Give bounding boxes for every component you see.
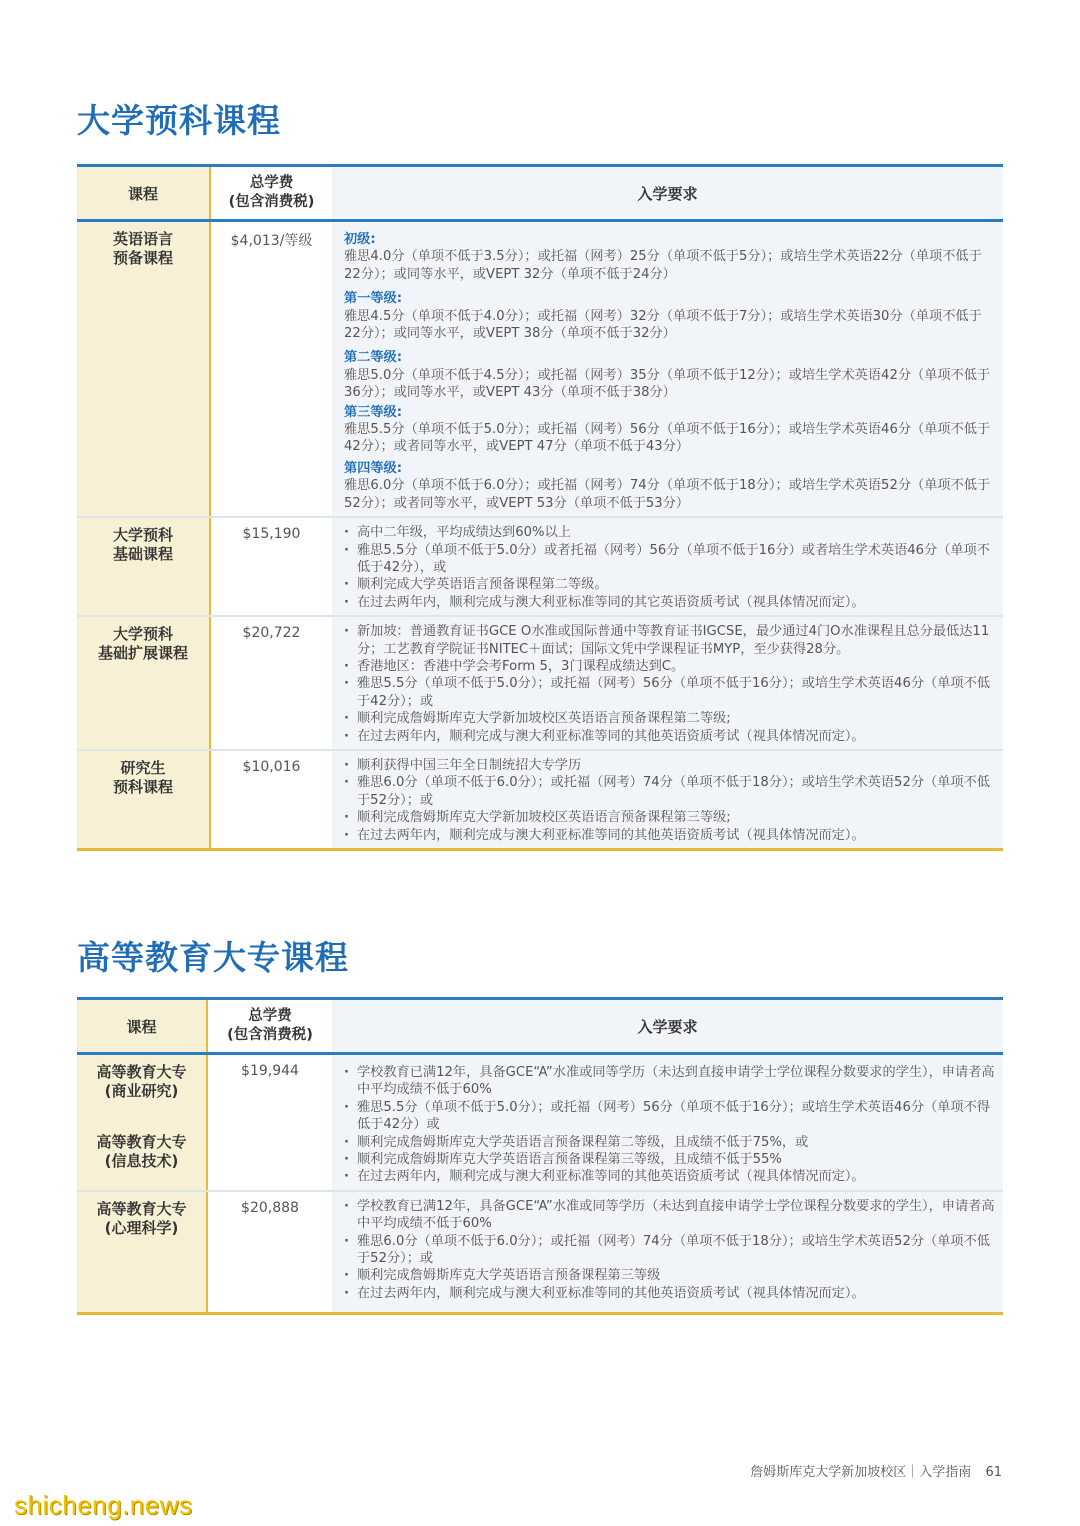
course-name <box>77 616 210 750</box>
course-name-line: 基础扩展课程 <box>97 644 188 663</box>
course-fee: $10,016 <box>210 750 332 850</box>
level-text: 雅思6.0分（单项不低于6.0分）；或托福（网考）74分（单项不低于18分）；或培生学术英语52分（单项不低于52分）；或者同等水平，或VEPT 53分（单项不低于53分） <box>344 478 991 511</box>
table-header-row <box>77 999 1003 1054</box>
course-name <box>77 221 210 518</box>
table-header-row <box>77 166 1003 221</box>
requirement-item: · 在过去两年内，顺利完成与澳大利亚标准等同的其他英语资质考试（视具体情况而定）。 <box>344 1285 997 1308</box>
requirement-item: · 雅思6.0分（单项不低于6.0分）；或托福（网考）74分（单项不低于18分）；或培生学术英语52分（单项不低于52分）；或 <box>344 774 997 809</box>
course-name-line: 高等教育大专 <box>96 1133 187 1151</box>
section-title-foundation: 大学预科课程 <box>77 101 281 140</box>
course-name-line: 英语语言 <box>112 230 173 248</box>
header-requirements: 入学要求 <box>332 166 1003 221</box>
table-row <box>77 616 1003 750</box>
requirement-item: · 顺利完成詹姆斯库克大学新加坡校区英语语言预备课程第二等级; <box>344 710 997 727</box>
course-name-line: 高等教育大专 <box>96 1063 187 1081</box>
course-name-line: (信息技术) <box>104 1152 179 1170</box>
requirements <box>332 750 1003 850</box>
course-name-line: 预备课程 <box>112 249 173 267</box>
table-row <box>77 1191 1003 1314</box>
header-fee-line1: 总学费 <box>249 175 294 191</box>
requirement-item: · 顺利完成大学英语语言预备课程第二等级。 <box>344 576 997 593</box>
level-label: 初级: <box>344 232 376 247</box>
requirements <box>332 1191 1003 1314</box>
requirements <box>332 517 1003 616</box>
course-name <box>77 1191 207 1314</box>
requirement-item: · 香港地区：香港中学会考Form 5，3门课程成绩达到C。 <box>344 658 997 675</box>
course-fee: $4,013/等级 <box>210 221 332 518</box>
header-fee-line2: (包含消费税) <box>228 194 315 210</box>
header-fee-line1: 总学费 <box>248 1008 292 1024</box>
requirements <box>332 221 1003 518</box>
level-text: 雅思5.5分（单项不低于5.0分）；或托福（网考）56分（单项不低于16分）；或培生学术英语46分（单项不低于42分）；或者同等水平，或VEPT 47分（单项不低于43分） <box>344 422 991 455</box>
course-fee: $20,722 <box>210 616 332 750</box>
level-label: 第二等级: <box>344 350 403 366</box>
requirements <box>332 1054 1003 1191</box>
requirement-item: · 高中二年级，平均成绩达到60%以上 <box>344 524 997 541</box>
footer-text: 詹姆斯库克大学新加坡校区｜入学指南 <box>750 1465 972 1480</box>
table-row <box>77 750 1003 850</box>
course-name-line: 大学预科 <box>112 526 173 545</box>
requirement-item: · 顺利获得中国三年全日制统招大专学历 <box>344 757 997 774</box>
section-title-diploma: 高等教育大专课程 <box>77 938 349 977</box>
course-name-line: 预科课程 <box>112 777 173 796</box>
requirement-item: · 顺利完成詹姆斯库克大学英语语言预备课程第三等级，且成绩不低于55% <box>344 1151 997 1168</box>
requirement-item: · 新加坡：普通教育证书GCE O水准或国际普通中等教育证书IGCSE，最少通过4门O水准课程且总分最低达11分；工艺教育学院证书NITEC＋面试；国际文凭中学课程证书MYP，至少获得28分。 <box>344 623 997 658</box>
course-name <box>77 517 210 616</box>
requirements <box>332 616 1003 750</box>
requirement-item: · 顺利完成詹姆斯库克大学新加坡校区英语语言预备课程第三等级; <box>344 809 997 826</box>
requirement-item: · 学校教育已满12年，具备GCE“A”水准或同等学历（未达到直接申请学士学位课程分数要求的学生），申请者高中平均成绩不低于60% <box>344 1198 997 1233</box>
header-fee-line2: (包含消费税) <box>227 1027 313 1043</box>
requirement-item: · 在过去两年内，顺利完成与澳大利亚标准等同的其他英语资质考试（视具体情况而定）。 <box>344 728 997 745</box>
level-text: 雅思4.5分（单项不低于4.0分）；或托福（网考）32分（单项不低于7分）；或培生学术英语30分（单项不低于22分）；或同等水平，或VEPT 38分（单项不低于32分） <box>344 308 982 342</box>
header-fee <box>210 166 332 221</box>
header-requirements: 入学要求 <box>332 999 1003 1054</box>
level-text: 雅思4.0分（单项不低于3.5分）；或托福（网考）25分（单项不低于5分）；或培生学术英语22分（单项不低于22分）；或同等水平，或VEPT 32分（单项不低于24分） <box>344 249 982 282</box>
requirement-item: · 顺利完成詹姆斯库克大学英语语言预备课程第二等级，且成绩不低于75%，或 <box>344 1134 997 1151</box>
requirement-item: · 雅思5.5分（单项不低于5.0分）；或托福（网考）56分（单项不低于16分）；或培生学术英语46分（单项不得低于42分）或 <box>344 1099 997 1134</box>
requirement-item: · 在过去两年内，顺利完成与澳大利亚标准等同的其它英语资质考试（视具体情况而定）。 <box>344 594 997 611</box>
course-name-line: 大学预科 <box>112 625 173 644</box>
header-course: 课程 <box>77 166 210 221</box>
level-label: 第一等级: <box>344 291 403 307</box>
course-fee: $20,888 <box>207 1191 332 1314</box>
table-row <box>77 221 1003 518</box>
requirement-item: · 在过去两年内，顺利完成与澳大利亚标准等同的其他英语资质考试（视具体情况而定）。 <box>344 1168 997 1185</box>
watermark: shicheng.news <box>14 1490 193 1520</box>
foundation-table <box>77 164 1003 851</box>
course-name-line: (商业研究) <box>104 1082 179 1100</box>
course-name-line: 基础课程 <box>112 545 173 564</box>
course-name-line: 研究生 <box>120 758 166 777</box>
requirement-item: · 雅思5.5分（单项不低于5.0分）；或托福（网考）56分（单项不低于16分）；或培生学术英语46分（单项不低于42分）；或 <box>344 675 997 710</box>
diploma-table <box>77 997 1003 1315</box>
level-text: 雅思5.0分（单项不低于4.5分）；或托福（网考）35分（单项不低于12分）；或培生学术英语42分（单项不低于36分）；或同等水平，或VEPT 43分（单项不低于38分） <box>344 367 991 401</box>
header-fee <box>207 999 332 1054</box>
requirement-item: · 顺利完成詹姆斯库克大学英语语言预备课程第三等级 <box>344 1267 997 1284</box>
level-label: 第四等级: <box>344 460 403 476</box>
course-name <box>77 1054 207 1191</box>
page-footer <box>750 1461 1002 1480</box>
page-number: 61 <box>985 1465 1002 1480</box>
course-name-line: (心理科学) <box>104 1218 179 1237</box>
requirement-item: · 学校教育已满12年，具备GCE“A”水准或同等学历（未达到直接申请学士学位课程分数要求的学生），申请者高中平均成绩不低于60% <box>344 1064 997 1099</box>
requirement-item: · 雅思5.5分（单项不低于5.0分）或者托福（网考）56分（单项不低于16分）或者培生学术英语46分（单项不低于42分），或 <box>344 542 997 577</box>
course-fee: $15,190 <box>210 517 332 616</box>
table-row <box>77 517 1003 616</box>
course-name-line: 高等教育大专 <box>96 1199 187 1218</box>
table-row <box>77 1054 1003 1191</box>
level-label: 第三等级: <box>344 404 403 420</box>
requirement-item: · 在过去两年内，顺利完成与澳大利亚标准等同的其他英语资质考试（视具体情况而定）。 <box>344 827 997 844</box>
header-course: 课程 <box>77 999 207 1054</box>
requirement-item: · 雅思6.0分（单项不低于6.0分）；或托福（网考）74分（单项不低于18分）；或培生学术英语52分（单项不低于52分）；或 <box>344 1233 997 1268</box>
course-fee: $19,944 <box>207 1054 332 1191</box>
course-name <box>77 750 210 850</box>
